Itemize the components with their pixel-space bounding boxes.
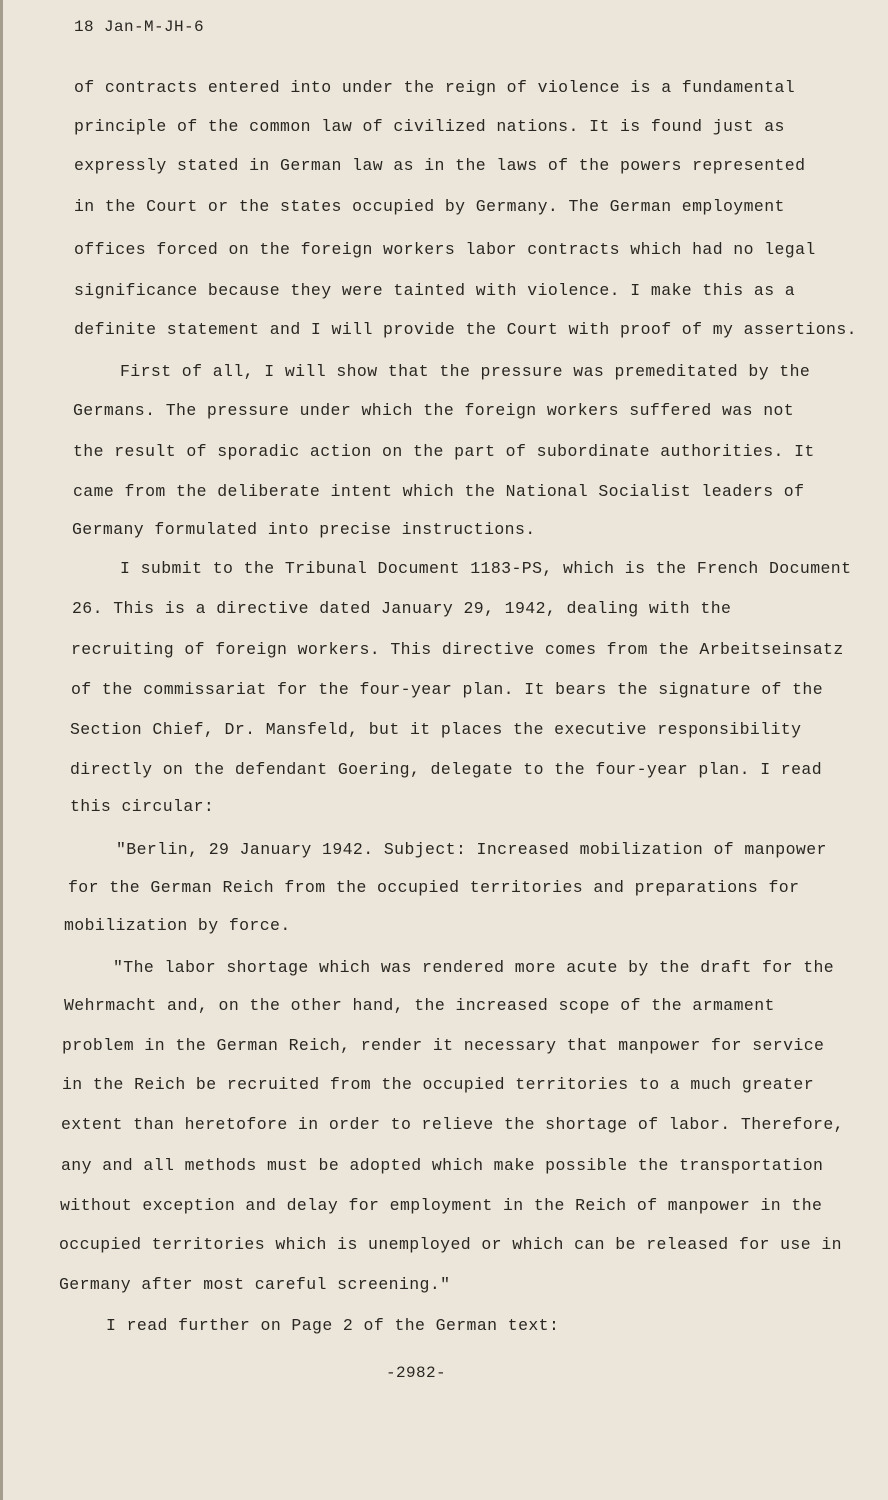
body-line: any and all methods must be adopted which make possible the transportation — [61, 1156, 824, 1175]
body-line: Section Chief, Dr. Mansfeld, but it places the executive responsibility — [70, 720, 802, 739]
body-line: expressly stated in German law as in the laws of the powers represented — [74, 156, 806, 175]
body-line: of the commissariat for the four-year plan. It bears the signature of the — [71, 680, 824, 699]
body-line: mobilization by force. — [64, 916, 291, 935]
body-line: in the Court or the states occupied by Germany. The German employment — [74, 197, 785, 216]
page-number: -2982- — [386, 1364, 447, 1382]
body-line: Germany formulated into precise instructions. — [72, 520, 536, 539]
body-line: in the Reich be recruited from the occupied territories to a much greater — [62, 1075, 815, 1094]
body-line: significance because they were tainted with violence. I make this as a — [74, 281, 796, 300]
body-line: this circular: — [70, 797, 215, 816]
body-line: 26. This is a directive dated January 29, 1942, dealing with the — [72, 599, 732, 618]
page-reference-header: 18 Jan-M-JH-6 — [74, 18, 205, 36]
body-line: without exception and delay for employment in the Reich of manpower in the — [60, 1196, 823, 1215]
body-line: the result of sporadic action on the part of subordinate authorities. It — [73, 442, 815, 461]
paragraph-start-line: I read further on Page 2 of the German text: — [106, 1316, 560, 1335]
body-line: offices forced on the foreign workers labor contracts which had no legal — [74, 240, 816, 259]
page-edge-shadow — [0, 0, 3, 1500]
body-line: Germans. The pressure under which the foreign workers suffered was not — [73, 401, 795, 420]
body-line: Germany after most careful screening." — [59, 1275, 451, 1294]
paragraph-start-line: I submit to the Tribunal Document 1183-PS, which is the French Document — [120, 559, 852, 578]
body-line: occupied territories which is unemployed or which can be released for use in — [59, 1235, 842, 1254]
body-line: for the German Reich from the occupied territories and preparations for — [68, 878, 800, 897]
body-line: extent than heretofore in order to relieve the shortage of labor. Therefore, — [61, 1115, 844, 1134]
body-line: recruiting of foreign workers. This directive comes from the Arbeitseinsatz — [71, 640, 844, 659]
body-line: definite statement and I will provide the Court with proof of my assertions. — [74, 320, 857, 339]
body-line: problem in the German Reich, render it necessary that manpower for service — [62, 1036, 825, 1055]
body-line: of contracts entered into under the reign of violence is a fundamental — [74, 78, 796, 97]
body-line: principle of the common law of civilized nations. It is found just as — [74, 117, 785, 136]
body-line: came from the deliberate intent which the National Socialist leaders of — [73, 482, 805, 501]
body-line: Wehrmacht and, on the other hand, the increased scope of the armament — [64, 996, 775, 1015]
paragraph-start-line: First of all, I will show that the pressure was premeditated by the — [120, 362, 811, 381]
quote-start-line: "The labor shortage which was rendered more acute by the draft for the — [113, 958, 835, 977]
quote-start-line: "Berlin, 29 January 1942. Subject: Increased mobilization of manpower — [116, 840, 827, 859]
body-line: directly on the defendant Goering, delegate to the four-year plan. I read — [70, 760, 823, 779]
